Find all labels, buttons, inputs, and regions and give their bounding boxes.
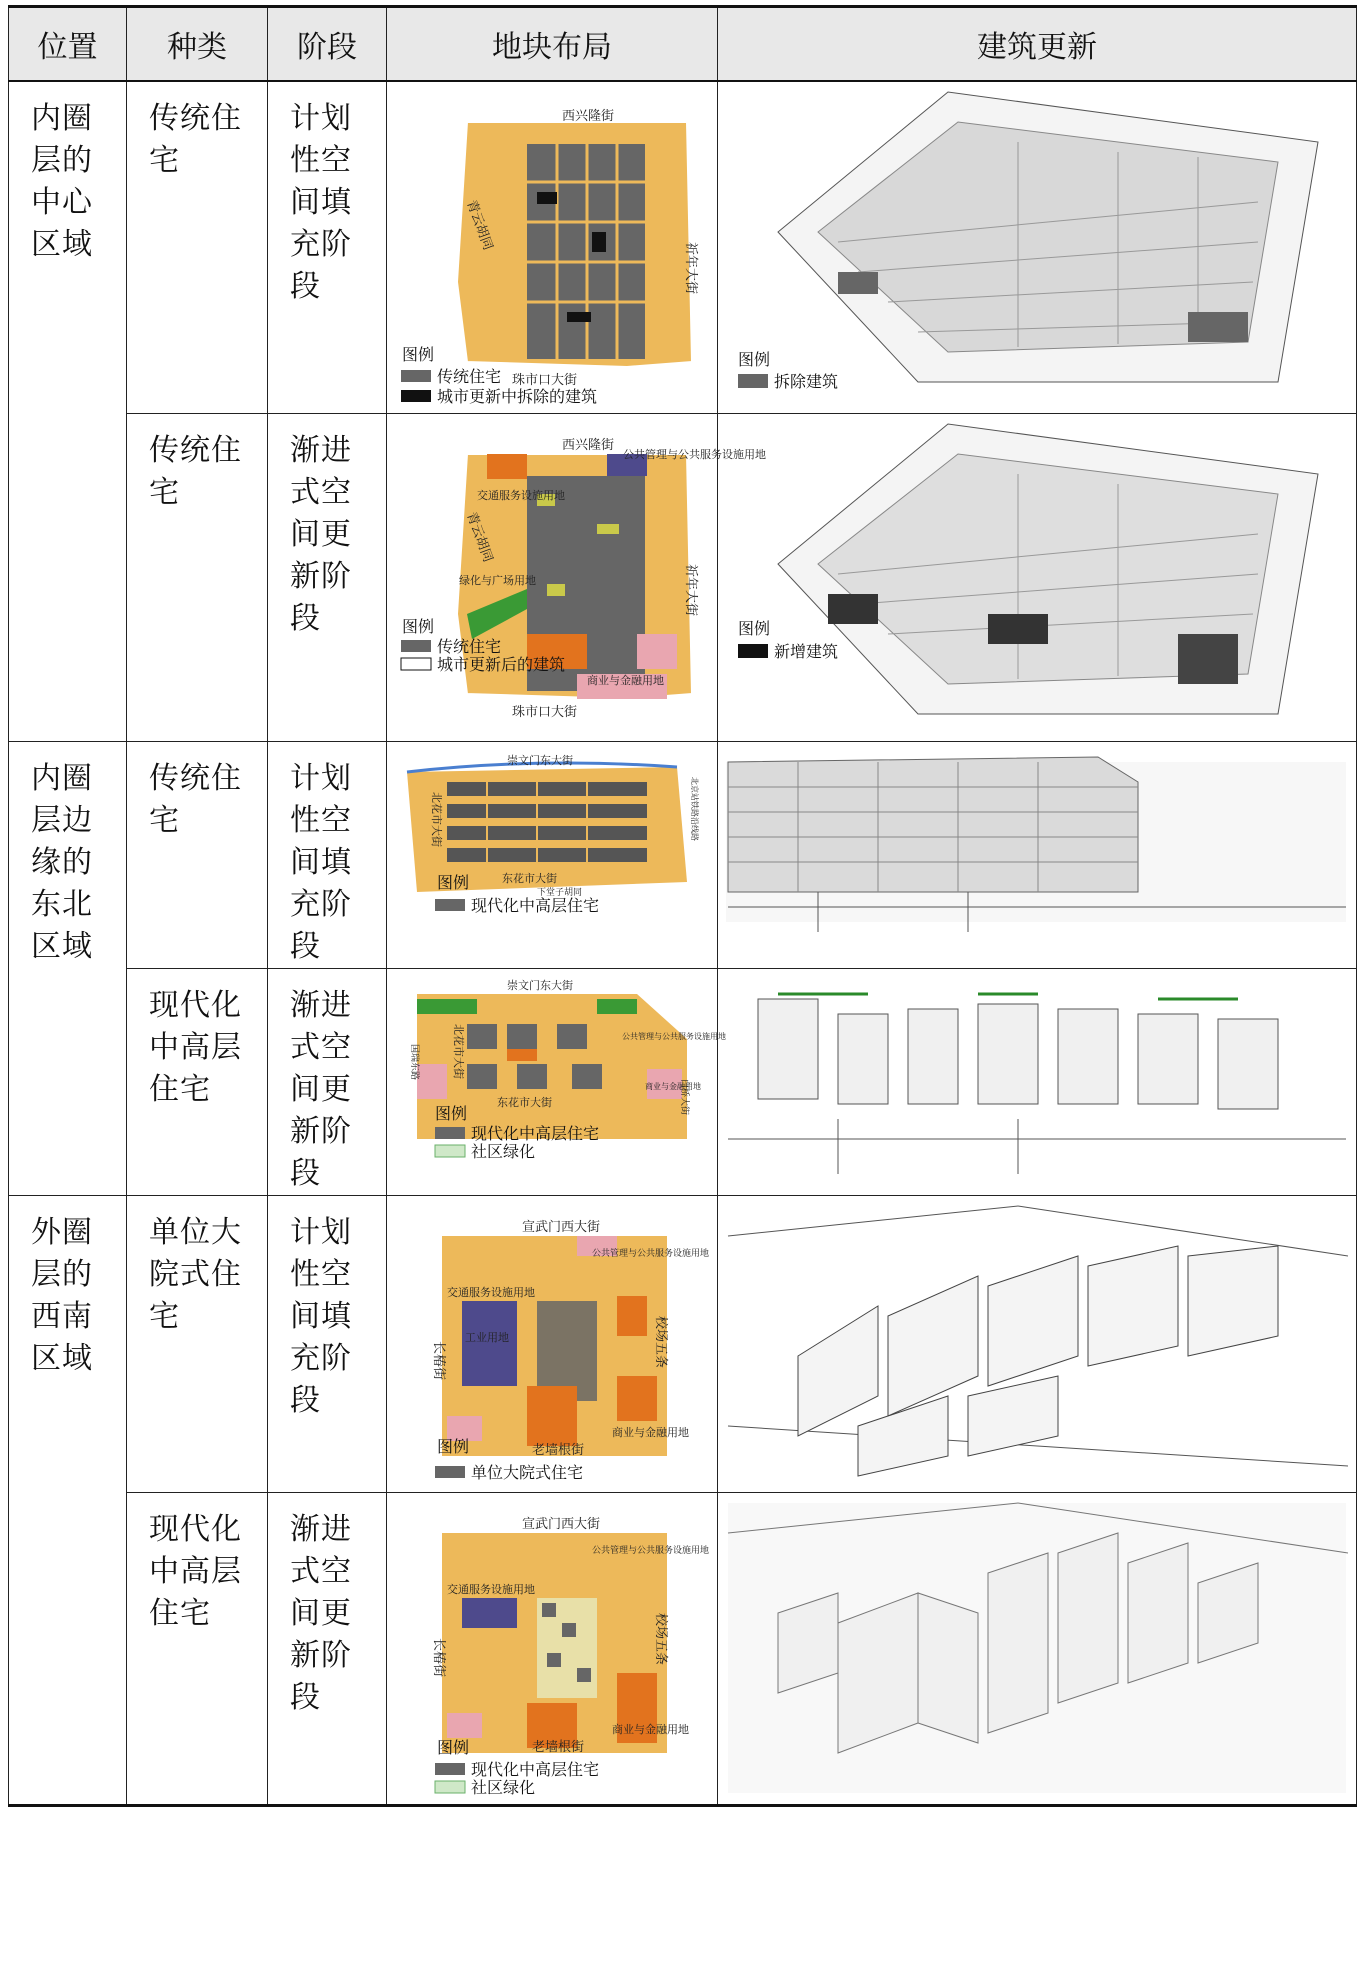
header-layout: 地块布局 [387,7,718,82]
land-use-label: 工业用地 [465,1330,509,1344]
header-building: 建筑更新 [718,7,1357,82]
location-cell [9,81,127,741]
building-render-cell [718,968,1357,1195]
land-use-label: 公共管理与公共服务设施用地 [592,1248,710,1259]
building-render-cell [718,1195,1357,1492]
land-use-label: 交通服务设施用地 [477,488,565,502]
legend-title: 图例 [402,616,435,636]
location-text: 内圈层边缘的东北区域 [31,760,93,964]
street-label: 西兴隆街 [562,109,615,124]
layout-map-cell [387,1492,718,1805]
street-label: 宣武门西大街 [522,1516,601,1532]
legend-item: 单位大院式住宅 [471,1462,584,1482]
legend-title: 图例 [437,1737,470,1757]
street-label: 东花市大街 [497,1095,552,1109]
street-label: 祈年大街 [683,563,698,616]
legend-title: 图例 [435,1103,468,1123]
stage-text: 渐进式空间更新阶段 [290,432,352,636]
legend-title: 图例 [402,345,435,364]
street-label: 北花市大街 [452,1023,465,1079]
street-label: 祈年大街 [683,242,698,295]
street-label: 校场五条 [653,1315,668,1368]
legend-item: 现代化中高层住宅 [471,895,600,915]
stage-cell [268,741,387,968]
legend-item: 社区绿化 [471,1777,536,1797]
table-row [9,968,1357,1195]
table-row [9,1492,1357,1805]
street-label: 崇文门东大街 [507,978,573,992]
land-use-label: 公共管理与公共服务设施用地 [592,1545,710,1556]
location-text: 内圈层的中心区域 [31,101,93,262]
type-cell [127,81,268,413]
legend-title: 图例 [437,872,470,892]
type-text: 单位大院式住宅 [149,1214,242,1334]
land-use-label: 商业与金融用地 [612,1722,689,1736]
layout-map [387,1493,717,1804]
table-row [9,1195,1357,1492]
layout-map [387,1196,717,1491]
building-render [718,742,1356,938]
street-label: 青云胡同 [463,509,496,564]
header-stage: 阶段 [268,7,387,82]
street-label: 东花市大街 [502,871,557,885]
street-label: 北花市大街 [430,791,443,847]
type-cell [127,1195,268,1492]
layout-map [387,969,726,1180]
building-render-cell [718,81,1357,413]
stage-cell [268,1492,387,1805]
stage-cell [268,81,387,413]
building-render [718,969,1356,1180]
type-text: 现代化中高层住宅 [149,1511,242,1631]
location-cell [9,1195,127,1805]
legend-title: 图例 [738,618,771,638]
layout-map [387,742,717,938]
building-render [718,1196,1356,1491]
building-render [718,414,1356,740]
layout-map-cell [387,741,718,968]
type-text: 现代化中高层住宅 [149,987,242,1107]
street-label: 老墙根街 [532,1442,585,1458]
table-row [9,413,1357,741]
type-cell [127,413,268,741]
type-cell [127,741,268,968]
table-row [9,81,1357,413]
street-label: 长椿街 [431,1340,446,1380]
stage-text: 计划性空间填充阶段 [290,760,352,964]
building-render-cell [718,741,1357,968]
street-label: 青云胡同 [463,198,496,253]
building-render-cell [718,1492,1357,1805]
street-label: 长椿街 [431,1637,446,1677]
building-render-cell [718,413,1357,741]
type-text: 传统住宅 [149,101,242,178]
legend-item: 现代化中高层住宅 [471,1123,600,1143]
street-label: 下堂子胡同 [537,887,583,898]
legend-title: 图例 [437,1436,470,1456]
layout-map [387,414,766,740]
layout-map-cell [387,413,766,741]
legend-item: 新增建筑 [774,641,839,661]
street-label: 西兴隆街 [562,437,615,453]
legend-item: 传统住宅 [437,636,502,656]
land-use-label: 公共管理与公共服务设施用地 [623,447,766,461]
legend-item: 社区绿化 [471,1141,536,1161]
stage-text: 渐进式空间更新阶段 [290,987,352,1191]
layout-map [387,82,717,412]
table-row [9,741,1357,968]
legend-item: 拆除建筑 [774,372,839,391]
stage-cell [268,413,387,741]
type-text: 传统住宅 [149,432,242,510]
stage-cell [268,1195,387,1492]
type-cell [127,1492,268,1805]
header-location: 位置 [9,7,127,82]
street-label: 北京站铁路沿线路 [690,776,699,841]
land-use-label: 商业与金融用地 [612,1425,689,1439]
land-use-label: 绿化与广场用地 [459,573,536,587]
legend-item: 城市更新后的建筑 [437,654,566,674]
street-label: 宣武门西大街 [522,1219,601,1235]
location-cell [9,741,127,1195]
location-text: 外圈层的西南区域 [31,1214,93,1376]
layout-map-cell [387,81,718,413]
layout-map-cell [387,968,726,1195]
header-type: 种类 [127,7,268,82]
type-text: 传统住宅 [149,760,242,838]
stage-cell [268,968,387,1195]
stage-text: 计划性空间填充阶段 [290,101,352,304]
land-use-label: 交通服务设施用地 [447,1285,535,1299]
building-render [718,82,1356,412]
legend-title: 图例 [738,350,771,369]
street-label: 崇文门东大街 [507,753,573,767]
land-use-label: 交通服务设施用地 [447,1582,535,1596]
legend-item: 现代化中高层住宅 [471,1759,600,1779]
layout-map-cell [387,1195,718,1492]
street-label: 珠市口大街 [512,704,578,720]
legend-item: 传统住宅 [437,367,502,386]
urban-renewal-table [8,5,1357,1807]
street-label: 白桥大街 [679,1078,689,1115]
land-use-label: 商业与金融用地 [587,673,664,687]
street-label: 校场五条 [653,1612,668,1665]
type-cell [127,968,268,1195]
land-use-label: 商业与金融用地 [645,1081,701,1091]
street-label: 珠市口大街 [512,373,578,388]
street-label: 老墙根街 [532,1739,585,1755]
land-use-label: 公共管理与公共服务设施用地 [622,1031,726,1041]
legend-item: 城市更新中拆除的建筑 [437,387,598,406]
stage-text: 渐进式空间更新阶段 [290,1511,352,1715]
building-render [718,1493,1356,1804]
table-header-row [9,7,1357,82]
street-label: 国瑞东路 [409,1043,419,1080]
stage-text: 计划性空间填充阶段 [290,1214,352,1418]
